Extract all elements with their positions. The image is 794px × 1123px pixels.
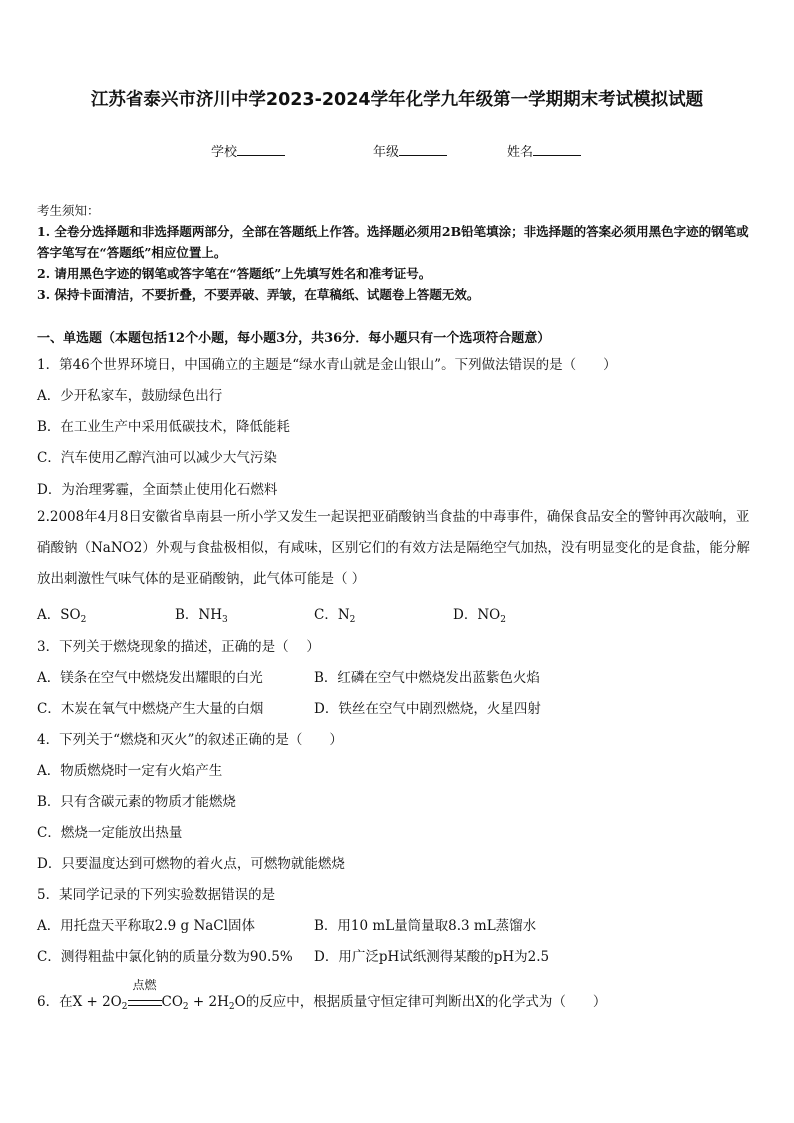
q6-h: + 2H	[188, 994, 229, 1010]
q2-option-a-label: A．SO	[37, 607, 81, 623]
grade-field[interactable]	[373, 141, 447, 160]
notice-item-3: 3. 保持卡面清洁，不要折叠，不要弄破、弄皱，在草稿纸、试题卷上答题无效。	[37, 287, 480, 302]
q4-option-a[interactable]: A．物质燃烧时一定有火焰产生	[37, 763, 223, 779]
name-blank[interactable]	[533, 142, 581, 156]
q4-option-b[interactable]: B．只有含碳元素的物质才能燃烧	[37, 794, 236, 810]
q1-option-a[interactable]: A．少开私家车，鼓励绿色出行	[37, 388, 223, 404]
grade-label: 年级	[373, 145, 400, 160]
q5-option-d[interactable]: D．用广泛pH试纸测得某酸的pH为2.5	[314, 949, 550, 965]
q2-option-a[interactable]	[37, 603, 86, 625]
q5-option-a[interactable]: A．用托盘天平称取2.9 g NaCl固体	[37, 918, 255, 934]
grade-blank[interactable]	[399, 142, 447, 156]
exam-title: 江苏省泰兴市济川中学2023-2024学年化学九年级第一学期期末考试模拟试题	[90, 90, 704, 110]
q4-stem: 4．下列关于“燃烧和灭火”的叙述正确的是（ ）	[37, 732, 343, 748]
q2-option-d-label: D．NO	[453, 607, 501, 623]
q6-stem	[37, 978, 607, 1012]
q5-stem: 5．某同学记录的下列实验数据错误的是	[37, 887, 276, 903]
student-info-fields	[0, 141, 794, 161]
notice-heading: 考生须知：	[37, 203, 100, 218]
school-field[interactable]	[211, 141, 285, 160]
q3-option-d[interactable]: D．铁丝在空气中剧烈燃烧，火星四射	[314, 701, 541, 717]
q3-stem: 3．下列关于燃烧现象的描述，正确的是（ ）	[37, 639, 320, 655]
q2-option-a-sub: 2	[80, 615, 87, 625]
q1-option-c[interactable]: C．汽车使用乙醇汽油可以减少大气污染	[37, 450, 277, 466]
q6-sub-o2: 2	[121, 1002, 128, 1012]
reaction-arrow	[128, 978, 162, 1006]
double-bar-icon	[128, 1000, 162, 1006]
q2-option-b-label: B．NH	[175, 607, 223, 623]
q2-option-d-sub: 2	[500, 615, 506, 625]
name-label: 姓名	[507, 145, 534, 160]
exam-notice	[37, 200, 757, 305]
name-field[interactable]	[507, 141, 581, 160]
q6-sub-co2: 2	[182, 1002, 189, 1012]
q1-option-b[interactable]: B．在工业生产中采用低碳技术，降低能耗	[37, 419, 290, 435]
notice-item-1: 1. 全卷分选择题和非选择题两部分，全部在答题纸上作答。选择题必须用2B铅笔填涂；非选择题的答案必须用黑色字迹的钢笔或答字笔写在“答题纸”相应位置上。	[37, 224, 749, 260]
q3-option-b[interactable]: B．红磷在空气中燃烧发出蓝紫色火焰	[314, 670, 540, 686]
q3-option-a[interactable]: A．镁条在空气中燃烧发出耀眼的白光	[37, 670, 263, 686]
q6-suffix: O的反应中，根据质量守恒定律可判断出X的化学式为（ ）	[234, 994, 607, 1010]
q2-option-b[interactable]	[175, 603, 228, 625]
q2-option-c[interactable]	[314, 603, 355, 625]
reaction-condition: 点燃	[132, 978, 157, 992]
section-heading: 一、单选题（本题包括12个小题，每小题3分，共36分．每小题只有一个选项符合题意）	[37, 331, 551, 346]
q2-stem: 2.2008年4月8日安徽省阜南县一所小学又发生一起误把亚硝酸钠当食盐的中毒事件，确保食品安全的警钟再次敲响，亚硝酸钠（NaNO2）外观与食盐极相似，有咸味，区别它们的有效方法是隔绝空气加热，没有明显变化的是食盐，能分解放出刺激性气味气体的是亚硝酸钠，此气体可能是（ ）	[37, 509, 750, 587]
notice-item-2: 2. 请用黑色字迹的钢笔或答字笔在“答题纸”上先填写姓名和准考证号。	[37, 266, 432, 281]
q6-sub-h2: 2	[228, 1002, 235, 1012]
school-label: 学校	[211, 145, 238, 160]
q6-co: CO	[161, 994, 183, 1010]
q5-option-b[interactable]: B．用10 mL量筒量取8.3 mL蒸馏水	[314, 918, 537, 934]
q5-option-c[interactable]: C．测得粗盐中氯化钠的质量分数为90.5%	[37, 949, 293, 965]
q1-option-d[interactable]: D．为治理雾霾，全面禁止使用化石燃料	[37, 482, 278, 498]
q1-stem: 1．第46个世界环境日，中国确立的主题是“绿水青山就是金山银山”。下列做法错误的是（ ）	[37, 357, 617, 373]
q6-prefix: 6．在X + 2O	[37, 994, 122, 1010]
q2-option-d[interactable]	[453, 603, 506, 625]
q4-option-c[interactable]: C．燃烧一定能放出热量	[37, 825, 183, 841]
q3-option-c[interactable]: C．木炭在氧气中燃烧产生大量的白烟	[37, 701, 264, 717]
school-blank[interactable]	[237, 142, 285, 156]
q2-option-c-sub: 2	[349, 615, 356, 625]
q2-option-b-sub: 3	[222, 615, 228, 625]
q2-option-c-label: C．N	[314, 607, 350, 623]
q4-option-d[interactable]: D．只要温度达到可燃物的着火点，可燃物就能燃烧	[37, 856, 345, 872]
